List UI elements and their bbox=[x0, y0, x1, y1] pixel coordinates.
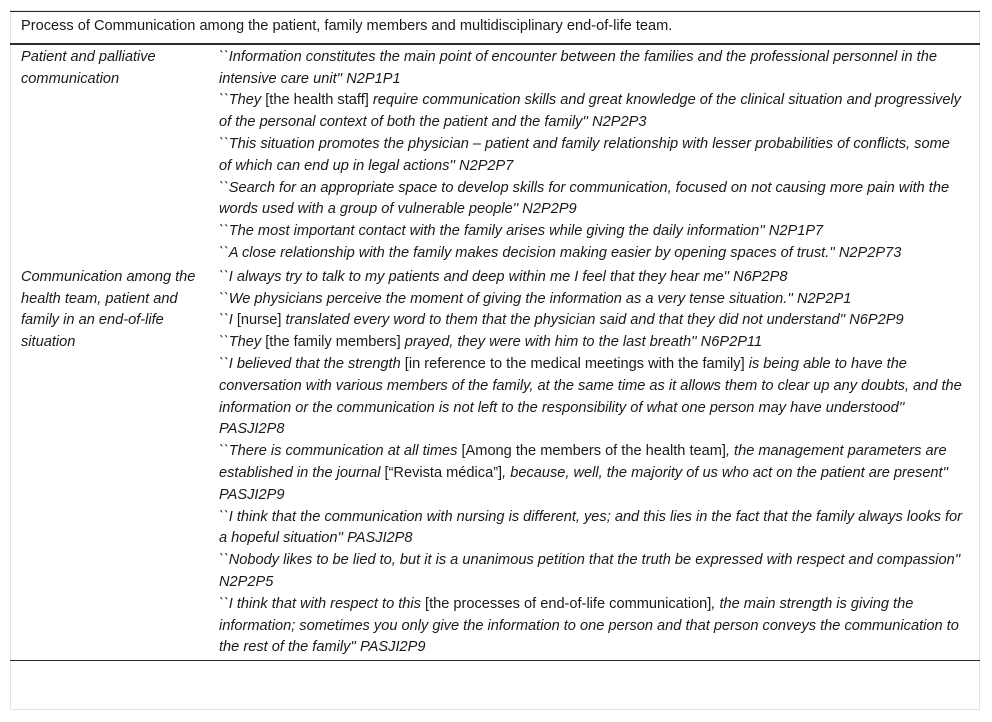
data-table bbox=[10, 11, 980, 661]
quote bbox=[219, 90, 962, 134]
quote-text: ``They bbox=[219, 92, 266, 109]
quote bbox=[219, 354, 962, 441]
category-cell: Patient and palliative communication bbox=[21, 48, 156, 87]
quote-bracket-note: [nurse] bbox=[236, 312, 282, 329]
table-row bbox=[10, 44, 980, 265]
quote-text: ``I think that with respect to this bbox=[219, 595, 426, 612]
quote-bracket-note: [Among the members of the health team] bbox=[461, 443, 726, 460]
quote-text: , because, well, the majority of us who act on the patient are present'' PASJI2P9 bbox=[219, 464, 949, 503]
category-cell: Communication among the health team, patient and family in an end-of-life situation bbox=[10, 265, 209, 661]
quote-text: ``I always try to talk to my patients and deep within me I feel that they hear me'' N6P2P8 bbox=[219, 268, 788, 285]
quote bbox=[219, 310, 962, 332]
quote-text: ``This situation promotes the physician – patient and family relationship with lesser probabilities of conflicts, some of which can end up in legal actions'' N2P2P7 bbox=[219, 135, 950, 174]
quote-bracket-note: [the family members] bbox=[265, 334, 401, 351]
quote-text: ``They bbox=[219, 334, 266, 351]
quote bbox=[219, 47, 962, 91]
quote-bracket-note: [“Revista médica”] bbox=[384, 464, 503, 481]
quote-text: , the management parameters are established in the journal bbox=[219, 443, 947, 481]
quote-text: ``Search for an appropriate space to develop skills for communication, focused on not causing more pain with the words used with a group of vulnerable people'' N2P2P9 bbox=[219, 179, 950, 218]
quotes-cell bbox=[209, 265, 980, 661]
table-caption: Process of Communication among the patient, family members and multidisciplinary end-of-life team. bbox=[10, 12, 980, 44]
quote bbox=[219, 134, 962, 178]
quote bbox=[219, 289, 962, 311]
quote bbox=[219, 550, 962, 594]
quote-text: prayed, they were with him to the last breath'' N6P2P11 bbox=[400, 334, 763, 351]
quote-text: , the main strength is giving the information; sometimes you only give the information to one person and that person conveys the communication to the rest of the family'' PASJI2P9 bbox=[219, 595, 959, 656]
quote bbox=[219, 441, 962, 506]
quote-bracket-note: [in reference to the medical meetings with the family] bbox=[404, 355, 745, 372]
quote bbox=[219, 178, 962, 222]
quote-text: is being able to have the conversation with various members of the family, at the same time as it allows them to clear up any doubts, and the information or the communication is not left to the responsibility of what one person may have understood'' PASJI2P8 bbox=[219, 355, 962, 438]
quote-text: ``I bbox=[219, 312, 237, 329]
quote-text: ``The most important contact with the family arises while giving the daily information'' N2P1P7 bbox=[219, 223, 824, 240]
quote bbox=[219, 507, 962, 551]
table-row bbox=[10, 265, 980, 661]
quote bbox=[219, 594, 962, 659]
quote-text: ``We physicians perceive the moment of giving the information as a very tense situation.'' N2P2P1 bbox=[219, 290, 852, 307]
quotes-cell bbox=[209, 44, 980, 265]
quote-text: ``There is communication at all times bbox=[219, 443, 462, 460]
quote-text: ``Information constitutes the main point of encounter between the families and the professional personnel in the intensive care unit'' N2P1P1 bbox=[219, 48, 937, 87]
quote-text: translated every word to them that the physician said and that they did not understand'' N6P2P9 bbox=[281, 312, 904, 329]
header-row bbox=[10, 12, 980, 44]
quote-text: ``A close relationship with the family makes decision making easier by opening spaces of trust.'' N2P2P73 bbox=[219, 244, 902, 261]
quote-text: ``Nobody likes to be lied to, but it is a unanimous petition that the truth be expressed with respect and compassion'' N2P2P5 bbox=[219, 552, 961, 590]
quote-text: ``I believed that the strength bbox=[219, 355, 405, 372]
quote bbox=[219, 221, 962, 243]
quote-text: require communication skills and great knowledge of the clinical situation and progressively of the personal context of both the patient and the family'' N2P2P3 bbox=[219, 92, 961, 131]
quote bbox=[219, 243, 962, 265]
quote-bracket-note: [the health staff] bbox=[265, 92, 369, 109]
quote bbox=[219, 332, 962, 354]
quote bbox=[219, 267, 962, 289]
quote-bracket-note: [the processes of end-of-life communication] bbox=[425, 595, 712, 612]
quote-text: ``I think that the communication with nursing is different, yes; and this lies in the fact that the family always looks for a hopeful situation'' PASJI2P8 bbox=[219, 508, 962, 547]
